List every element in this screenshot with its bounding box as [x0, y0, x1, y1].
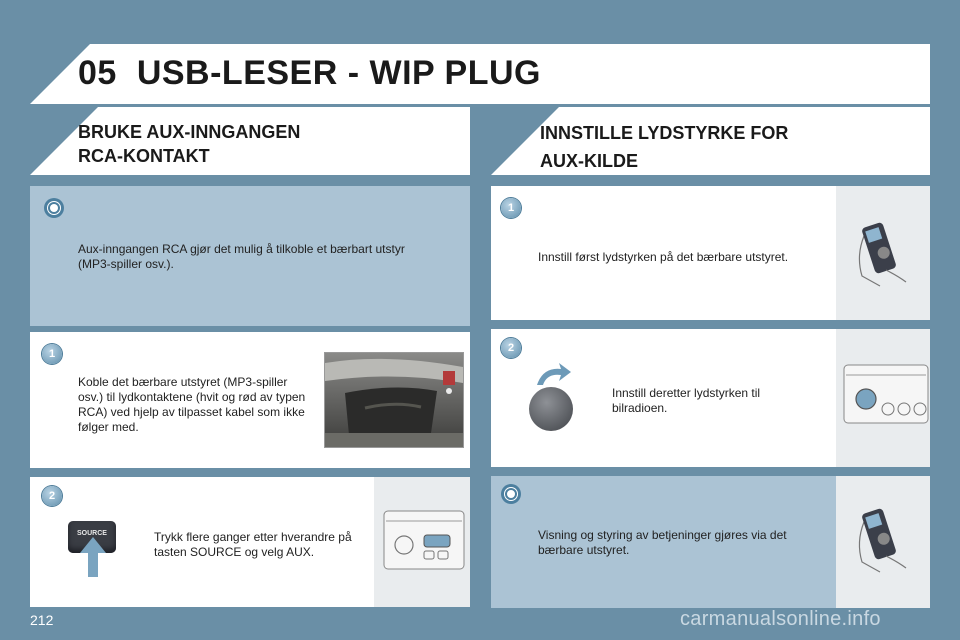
left-section-title: [78, 120, 300, 168]
step-badge-icon: 1: [42, 344, 62, 364]
radio-panel-icon: [836, 329, 930, 467]
right-heading-line2: AUX-KILDE: [540, 151, 638, 171]
left-info-text: Aux-inngangen RCA gjør det mulig å tilkoble et bærbart utstyr (MP3-spiller osv.).: [78, 242, 405, 271]
left-info-panel: [30, 186, 470, 326]
page-title: [78, 54, 541, 93]
radio-panel-icon: [374, 477, 470, 607]
right-section-title: [540, 119, 788, 175]
right-info-panel: [491, 476, 930, 608]
info-sun-icon: [44, 198, 64, 218]
left-heading-line1: BRUKE AUX-INNGANGEN: [78, 122, 301, 142]
right-step2-text: Innstill deretter lydstyrken til bilradioen.: [612, 386, 761, 415]
right-step1-text: Innstill først lydstyrken på det bærbare utstyret.: [538, 250, 789, 264]
glovebox-photo: [324, 352, 464, 448]
left-step2-text: Trykk flere ganger etter hverandre på tasten SOURCE og velg AUX.: [154, 530, 352, 559]
chapter-number: 05: [78, 54, 117, 92]
left-step1-text: Koble det bærbare utstyret (MP3-spiller osv.) til lydkontaktene (hvit og rød av typen RCA) ved hjelp av tilpasset kabel som ikke følger med.: [78, 375, 306, 434]
volume-knob-icon: [529, 387, 573, 431]
left-step2-panel: [30, 477, 470, 607]
right-info-text: Visning og styring av betjeninger gjøres via det bærbare utstyret.: [538, 528, 787, 557]
source-key-label: SOURCE: [77, 530, 107, 537]
chapter-title: USB-LESER - WIP PLUG: [136, 54, 541, 92]
step-badge-icon: 2: [42, 486, 62, 506]
radio-thumbnail: [836, 329, 930, 467]
step-badge-icon: 1: [501, 198, 521, 218]
left-heading-line2: RCA-KONTAKT: [78, 146, 210, 166]
mp3-thumbnail: [836, 476, 930, 608]
right-heading-line1: INNSTILLE LYDSTYRKE FOR: [540, 123, 789, 143]
radio-thumbnail: [374, 477, 470, 607]
mp3-player-icon: [836, 476, 930, 608]
mp3-player-icon: [836, 186, 930, 320]
info-sun-icon: [501, 484, 521, 504]
page-number: 212: [30, 612, 54, 628]
mp3-thumbnail: [836, 186, 930, 320]
right-step2-panel: [491, 329, 930, 467]
left-step1-panel: [30, 332, 470, 468]
rotate-arrow-icon: [535, 363, 571, 387]
step-badge-icon: 2: [501, 338, 521, 358]
press-arrow-icon: [80, 537, 106, 577]
right-step1-panel: [491, 186, 930, 320]
watermark: carmanualsonline.info: [680, 608, 881, 630]
